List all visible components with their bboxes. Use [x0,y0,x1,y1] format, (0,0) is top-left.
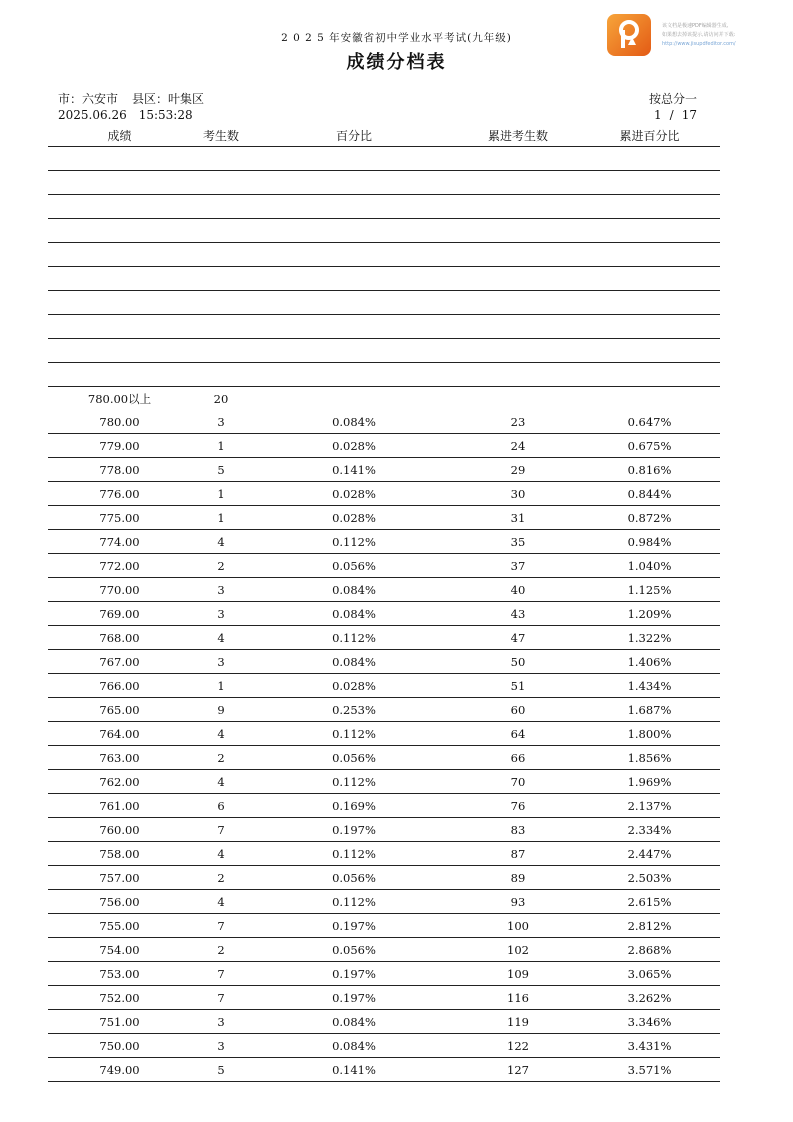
percent-cell: 0.112% [332,774,376,789]
cumulative-percent-cell: 0.816% [627,462,672,477]
count-cell: 1 [217,510,225,525]
cumulative-percent-cell: 2.137% [627,798,672,813]
score-cell: 760.00 [99,822,140,837]
cumulative-percent-cell: 2.503% [627,870,672,885]
cumulative-count-cell: 122 [507,1038,529,1053]
count-cell: 1 [217,486,225,501]
percent-cell: 0.112% [332,846,376,861]
cumulative-percent-cell: 3.571% [627,1062,672,1077]
percent-cell: 0.141% [332,1062,376,1077]
percent-cell: 0.112% [332,894,376,909]
percent-cell: 0.141% [332,462,376,477]
cumulative-count-cell: 43 [510,606,526,621]
score-cell: 780.00以上 [87,391,152,406]
count-cell: 3 [217,1014,225,1029]
watermark-line1: 该文档是极速PDF编辑器生成, [662,23,729,29]
table-row [48,434,720,458]
page-total: 17 [681,108,697,122]
percent-cell: 0.253% [332,702,376,717]
blank-row [48,267,720,291]
cumulative-count-cell: 87 [510,846,526,861]
cumulative-count-cell: 30 [510,486,526,501]
percent-cell: 0.197% [332,966,376,981]
cumulative-count-cell: 23 [510,414,526,429]
cumulative-percent-cell: 1.856% [627,750,672,765]
count-cell: 9 [217,702,225,717]
cumulative-percent-cell: 2.615% [627,894,672,909]
count-cell: 3 [217,1038,225,1053]
score-cell: 763.00 [99,750,140,765]
count-cell: 1 [217,678,225,693]
count-cell: 6 [217,798,225,813]
cumulative-percent-cell: 1.322% [627,630,672,645]
blank-rows [48,147,720,387]
count-cell: 7 [217,918,225,933]
blank-row [48,171,720,195]
table-row-top [48,387,720,410]
score-cell: 749.00 [99,1062,140,1077]
count-cell: 1 [217,438,225,453]
cumulative-count-cell: 76 [510,798,526,813]
table-row [48,866,720,890]
table-row [48,554,720,578]
percent-cell: 0.056% [332,558,376,573]
data-rows [48,410,720,1082]
count-cell: 4 [217,846,225,861]
cumulative-percent-cell: 0.984% [627,534,672,549]
cumulative-count-cell: 60 [510,702,526,717]
column-header-percent: 百分比 [335,128,372,143]
score-cell: 765.00 [99,702,140,717]
blank-row [48,243,720,267]
blank-row [48,195,720,219]
score-cell: 757.00 [99,870,140,885]
table-row [48,914,720,938]
cumulative-count-cell: 109 [507,966,529,981]
cumulative-percent-cell: 1.969% [627,774,672,789]
blank-row [48,219,720,243]
blank-row [48,147,720,171]
score-cell: 772.00 [99,558,140,573]
count-cell: 3 [217,414,225,429]
count-cell: 7 [217,966,225,981]
county-label: 县区：叶集区 [132,92,205,106]
cumulative-count-cell: 31 [510,510,526,525]
table-row [48,794,720,818]
cumulative-count-cell: 66 [510,750,526,765]
count-cell: 4 [217,534,225,549]
table-row [48,602,720,626]
score-cell: 755.00 [99,918,140,933]
cumulative-count-cell: 93 [510,894,526,909]
table-row [48,962,720,986]
cumulative-count-cell: 70 [510,774,526,789]
table-row [48,482,720,506]
meta-right [649,91,697,123]
table-row [48,938,720,962]
score-cell: 756.00 [99,894,140,909]
table-row [48,986,720,1010]
exam-title: 2 0 2 5 年安徽省初中学业水平考试(九年级) [281,32,512,44]
cumulative-percent-cell: 2.447% [627,846,672,861]
percent-cell: 0.084% [332,414,376,429]
watermark-line2: 如果想去掉该提示,请访问并下载: [662,32,736,38]
percent-cell: 0.084% [332,654,376,669]
blank-row [48,339,720,363]
column-header-cumulative-percent: 累进百分比 [619,128,680,143]
percent-cell: 0.197% [332,918,376,933]
score-cell: 767.00 [99,654,140,669]
score-cell: 780.00 [99,414,140,429]
table-row [48,818,720,842]
column-header-count: 考生数 [202,128,239,143]
cumulative-percent-cell: 1.209% [627,606,672,621]
score-cell: 769.00 [99,606,140,621]
percent-cell: 0.169% [332,798,376,813]
score-cell: 750.00 [99,1038,140,1053]
table-row [48,674,720,698]
table-row [48,1034,720,1058]
percent-cell: 0.056% [332,942,376,957]
cumulative-percent-cell: 0.647% [627,414,672,429]
table-header [48,124,720,147]
cumulative-percent-cell: 3.262% [627,990,672,1005]
score-distribution-table [48,124,720,1082]
percent-cell: 0.028% [332,678,376,693]
count-cell: 4 [217,894,225,909]
table-row [48,650,720,674]
region-line [58,91,204,107]
percent-cell: 0.084% [332,582,376,597]
count-cell: 2 [217,558,225,573]
blank-row [48,363,720,387]
count-cell: 2 [217,942,225,957]
jisu-pdf-logo-icon [607,14,651,56]
cumulative-percent-cell: 1.125% [627,582,672,597]
page-title: 成绩分档表 [346,52,447,73]
percent-cell: 0.112% [332,726,376,741]
percent-cell: 0.112% [332,534,376,549]
score-cell: 779.00 [99,438,140,453]
cumulative-percent-cell: 2.868% [627,942,672,957]
table-row [48,698,720,722]
table-row [48,1010,720,1034]
cumulative-percent-cell: 1.687% [627,702,672,717]
city-label: 市：六安市 [58,92,119,106]
count-cell: 20 [213,391,229,406]
table-row [48,1058,720,1082]
score-cell: 776.00 [99,486,140,501]
score-cell: 752.00 [99,990,140,1005]
percent-cell: 0.084% [332,1014,376,1029]
cumulative-count-cell: 119 [507,1014,529,1029]
score-cell: 766.00 [99,678,140,693]
percent-cell: 0.084% [332,1038,376,1053]
table-row [48,842,720,866]
column-header-cumulative-count: 累进考生数 [487,128,548,143]
cumulative-percent-cell: 3.346% [627,1014,672,1029]
percent-cell: 0.112% [332,630,376,645]
count-cell: 7 [217,822,225,837]
count-cell: 3 [217,654,225,669]
score-cell: 774.00 [99,534,140,549]
table-row [48,506,720,530]
score-cell: 764.00 [99,726,140,741]
table-row [48,458,720,482]
score-cell: 751.00 [99,1014,140,1029]
cumulative-count-cell: 47 [510,630,526,645]
page-current: 1 [654,108,662,122]
cumulative-count-cell: 37 [510,558,526,573]
print-datetime: 2025.06.26 15:53:28 [58,108,193,122]
score-cell: 761.00 [99,798,140,813]
cumulative-percent-cell: 1.434% [627,678,672,693]
cumulative-percent-cell: 0.675% [627,438,672,453]
score-cell: 778.00 [99,462,140,477]
cumulative-count-cell: 50 [510,654,526,669]
score-cell: 770.00 [99,582,140,597]
count-cell: 5 [217,462,225,477]
table-row [48,578,720,602]
cumulative-percent-cell: 2.334% [627,822,672,837]
score-cell: 762.00 [99,774,140,789]
page-separator: / [669,108,674,122]
blank-row [48,315,720,339]
cumulative-count-cell: 29 [510,462,526,477]
count-cell: 4 [217,774,225,789]
count-cell: 4 [217,726,225,741]
table-row [48,890,720,914]
cumulative-count-cell: 89 [510,870,526,885]
score-cell: 754.00 [99,942,140,957]
table-row [48,626,720,650]
count-cell: 2 [217,750,225,765]
cumulative-count-cell: 102 [507,942,529,957]
watermark-notice [662,22,736,49]
page-number [649,107,697,123]
percent-cell: 0.028% [332,510,376,525]
cumulative-percent-cell: 3.431% [627,1038,672,1053]
percent-cell: 0.197% [332,822,376,837]
cumulative-percent-cell: 1.406% [627,654,672,669]
table-row [48,722,720,746]
percent-cell: 0.028% [332,486,376,501]
score-cell: 775.00 [99,510,140,525]
watermark-url[interactable]: http://www.jisupdfeditor.com/ [662,41,736,47]
cumulative-percent-cell: 0.872% [627,510,672,525]
percent-cell: 0.028% [332,438,376,453]
cumulative-count-cell: 35 [510,534,526,549]
score-cell: 753.00 [99,966,140,981]
meta-left [58,91,204,123]
count-cell: 7 [217,990,225,1005]
table-row [48,410,720,434]
cumulative-count-cell: 116 [507,990,529,1005]
column-header-score: 成绩 [107,128,132,143]
cumulative-count-cell: 127 [507,1062,529,1077]
percent-cell: 0.056% [332,750,376,765]
score-cell: 758.00 [99,846,140,861]
cumulative-percent-cell: 2.812% [627,918,672,933]
count-cell: 5 [217,1062,225,1077]
sort-label: 按总分一 [648,92,697,106]
cumulative-percent-cell: 0.844% [627,486,672,501]
cumulative-count-cell: 51 [510,678,526,693]
table-row [48,746,720,770]
cumulative-count-cell: 100 [507,918,529,933]
cumulative-count-cell: 83 [510,822,526,837]
count-cell: 2 [217,870,225,885]
percent-cell: 0.084% [332,606,376,621]
score-cell: 768.00 [99,630,140,645]
count-cell: 3 [217,606,225,621]
table-row [48,530,720,554]
table-row [48,770,720,794]
cumulative-count-cell: 64 [510,726,526,741]
cumulative-percent-cell: 1.800% [627,726,672,741]
count-cell: 4 [217,630,225,645]
blank-row [48,291,720,315]
percent-cell: 0.056% [332,870,376,885]
cumulative-count-cell: 24 [510,438,526,453]
count-cell: 3 [217,582,225,597]
cumulative-count-cell: 40 [510,582,526,597]
percent-cell: 0.197% [332,990,376,1005]
cumulative-percent-cell: 1.040% [627,558,672,573]
cumulative-percent-cell: 3.065% [627,966,672,981]
